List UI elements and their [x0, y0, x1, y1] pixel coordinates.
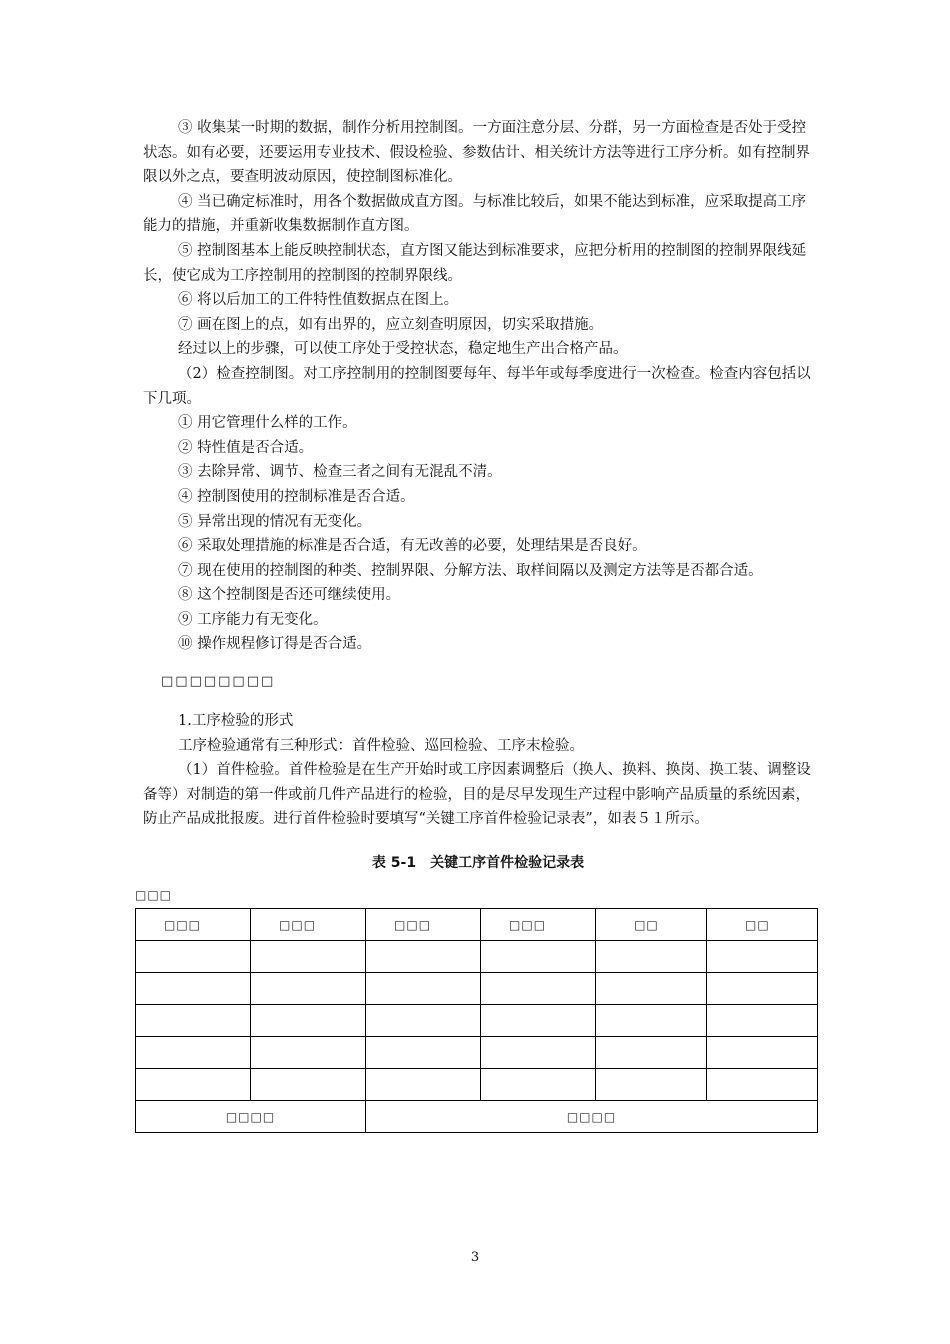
table-cell [251, 1069, 366, 1101]
inspection-record-table [135, 908, 818, 1133]
page-number: 3 [470, 1250, 480, 1265]
table-header-cell: □□ [596, 909, 707, 941]
table-cell [707, 1037, 818, 1069]
table-title: 表 5-1 关键工序首件检验记录表 [371, 855, 585, 872]
paragraph: ⑥ 将以后加工的工件特性值数据点在图上。 [178, 292, 459, 309]
table-cell [596, 941, 707, 973]
table-row [136, 1037, 818, 1069]
table-cell [366, 1005, 481, 1037]
table-cell [366, 973, 481, 1005]
paragraph: ⑤ 异常出现的情况有无变化。 [178, 513, 372, 530]
table-cell [596, 1005, 707, 1037]
paragraph: （2）检查控制图。对工序控制用的控制图要每年、每半年或每季度进行一次检查。检查内容包括以下几项。 [143, 365, 811, 407]
table-cell [596, 1037, 707, 1069]
table-footer-row [136, 1101, 818, 1133]
paragraphs-bottom [143, 709, 813, 832]
table-cell [481, 941, 596, 973]
table-cell [366, 1037, 481, 1069]
paragraph: ⑩ 操作规程修订得是否合适。 [178, 636, 372, 653]
table-cell [251, 973, 366, 1005]
paragraph: ② 特性值是否合适。 [178, 439, 314, 456]
table-cell [136, 973, 251, 1005]
table-cell [707, 1005, 818, 1037]
paragraph: ⑥ 采取处理措施的标准是否合适，有无改善的必要，处理结果是否良好。 [178, 538, 647, 555]
paragraph: （1）首件检验。首件检验是在生产开始时或工序因素调整后（换人、换料、换岗、换工装、调整设备等）对制造的第一件或前几件产品进行的检验，目的是尽早发现生产过程中影响产品质量的系统因素，防止产品成批报废。进行首件检验时要填写“关键工序首件检验记录表”，如表５１所示。 [143, 762, 811, 828]
table-cell [707, 941, 818, 973]
paragraph: ④ 当已确定标准时，用各个数据做成直方图。与标准比较后，如果不能达到标准，应采取提高工序能力的措施，并重新收集数据制作直方图。 [143, 193, 807, 235]
paragraph: 工序检验通常有三种形式：首件检验、巡回检验、工序末检验。 [178, 737, 584, 754]
table-cell [481, 1037, 596, 1069]
paragraph: ① 用它管理什么样的工作。 [178, 415, 357, 432]
paragraph: ③ 收集某一时期的数据，制作分析用控制图。一方面注意分层、分群，另一方面检查是否处于受控状态。如有必要，还要运用专业技术、假设检验、参数估计、相关统计方法等进行工序分析。如有控制界限以外之点，要查明波动原因，使控制图标准化。 [143, 120, 810, 186]
table-header-row [136, 909, 818, 941]
paragraph: 经过以上的步骤，可以使工序处于受控状态，稳定地生产出合格产品。 [178, 341, 628, 358]
table-cell [707, 1069, 818, 1101]
table-row [136, 1005, 818, 1037]
table-row [136, 973, 818, 1005]
table-cell [366, 941, 481, 973]
table-cell [481, 1005, 596, 1037]
table-row [136, 941, 818, 973]
table-footer-cell: □□□□ [366, 1101, 818, 1133]
paragraph: ⑨ 工序能力有无变化。 [178, 611, 328, 628]
table-cell [481, 1069, 596, 1101]
table-cell [136, 1005, 251, 1037]
table-header-cell: □□□ [136, 909, 251, 941]
table-cell [596, 973, 707, 1005]
table-header-cell: □□ [707, 909, 818, 941]
table-cell [251, 941, 366, 973]
subsection-title: 1.工序检验的形式 [178, 713, 294, 730]
paragraph: ⑧ 这个控制图是否还可继续使用。 [178, 587, 401, 604]
section-heading: □□□□□□□□ [161, 674, 276, 690]
paragraph: ⑤ 控制图基本上能反映控制状态，直方图又能达到标准要求，应把分析用的控制图的控制界限线延长，使它成为工序控制用的控制图的控制界限线。 [143, 242, 807, 284]
table-header-cell: □□□ [251, 909, 366, 941]
table-cell [707, 973, 818, 1005]
table-header-cell: □□□ [366, 909, 481, 941]
table-cell [481, 973, 596, 1005]
table-row [136, 1069, 818, 1101]
table-cell [366, 1069, 481, 1101]
document-body [135, 116, 813, 1133]
table-subtitle: □□□ [135, 888, 173, 903]
table-header-cell: □□□ [481, 909, 596, 941]
table-cell [136, 941, 251, 973]
table-cell [251, 1005, 366, 1037]
paragraph: ④ 控制图使用的控制标准是否合适。 [178, 488, 415, 505]
table-cell [136, 1037, 251, 1069]
paragraph: ⑦ 现在使用的控制图的种类、控制界限、分解方法、取样间隔以及测定方法等是否都合适。 [178, 562, 763, 579]
paragraphs-top [143, 116, 813, 657]
table-cell [136, 1069, 251, 1101]
table-cell [251, 1037, 366, 1069]
table-cell [596, 1069, 707, 1101]
paragraph: ⑦ 画在图上的点，如有出界的，应立刻查明原因，切实采取措施。 [178, 316, 604, 333]
table-footer-cell: □□□□ [136, 1101, 366, 1133]
paragraph: ③ 去除异常、调节、检查三者之间有无混乱不清。 [178, 464, 502, 481]
